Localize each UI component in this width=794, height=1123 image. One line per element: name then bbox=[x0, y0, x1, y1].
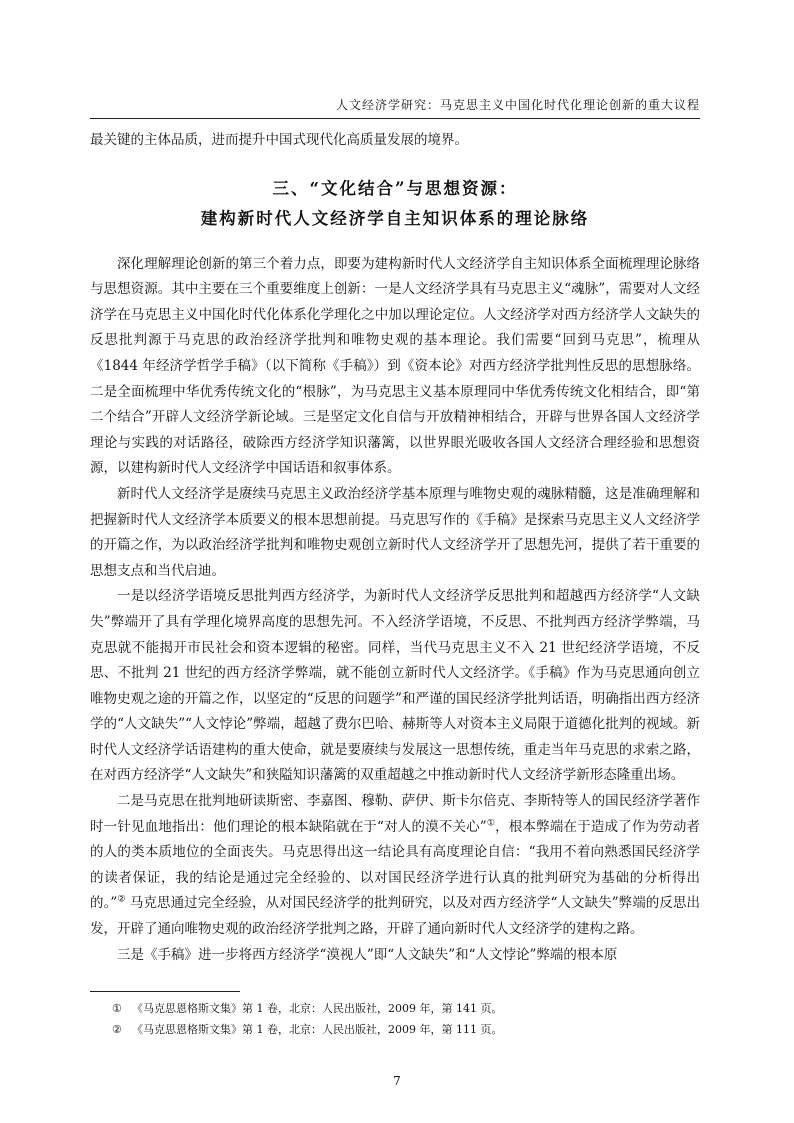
section-heading-line-2: 建构新时代人文经济学自主知识体系的理论脉络 bbox=[200, 208, 590, 228]
footnote-ref-2: ② bbox=[117, 894, 126, 905]
footnote-ref-1: ① bbox=[486, 818, 496, 829]
lead-line: 最关键的主体品质，进而提升中国式现代化高质量发展的境界。 bbox=[90, 132, 468, 148]
section-heading bbox=[90, 174, 700, 234]
paragraph-5: 三是《手稿》进一步将西方经济学“漠视人”即“人文缺失”和“人文悖论”弊端的根本原 bbox=[117, 946, 618, 963]
body-text bbox=[90, 128, 700, 968]
section-heading-line-1: 三、“文化结合”与思想资源： bbox=[272, 178, 518, 198]
footnote-2 bbox=[112, 1019, 700, 1040]
paragraph-3: 一是以经济学语境反思批判西方经济学，为新时代人文经济学反思批判和超越西方经济学“人文缺失”弊端开了具有学理化境界高度的思想先河。不入经济学语境，不反思、不批判西方经济学弊端，马克思就不能揭开市民社会和资本逻辑的秘密。同样，当代马克思主义不入 21 世纪经济学语境，不反思、不批判 21 世纪的西方经济学弊端，就不能创立新时代人文经济学。《手稿》作为马克思通向创立唯物史观之途的开篇之作，以坚定的“反思的问题学”和严谨的国民经济学批判话语，明确指出西方经济学的“人文缺失”“人文悖论”弊端，超越了费尔巴哈、赫斯等人对资本主义局限于道德化批判的视域。新时代人文经济学话语建构的重大使命，就是要赓续与发展这一思想传统，重走当年马克思的求索之路，在对西方经济学“人文缺失”和狭隘知识藩篱的双重超越之中推动新时代人文经济学新形态隆重出场。 bbox=[90, 588, 700, 784]
paragraph-4 bbox=[90, 789, 700, 943]
running-head: 人文经济学研究：马克思主义中国化时代化理论创新的重大议程 bbox=[335, 98, 700, 112]
paragraph-4-part-2: ，根本弊端在于造成了作为劳动者的人的类本质地位的全面丧失。马克思得出这一结论具有高度理论自信：“我用不着向熟悉国民经济学的读者保证，我的结论是通过完全经验的、以对国民经济学进行认真的批判研究为基础的分析得出的。” bbox=[90, 818, 701, 912]
footnote-mark: ① bbox=[112, 1002, 122, 1015]
footnote-text: 《马克思恩格斯文集》第 1 卷，北京：人民出版社，2009 年，第 111 页。 bbox=[132, 1023, 503, 1036]
footnote-mark: ② bbox=[112, 1023, 122, 1036]
header-rule bbox=[90, 118, 700, 119]
paragraph-4-part-1: 二是马克思在批判地研读斯密、李嘉图、穆勒、萨伊、斯卡尔倍克、李斯特等人的国民经济学著作时一针见血地指出：他们理论的根本缺陷就在于“对人的漠不关心” bbox=[90, 793, 700, 835]
paragraph-4-part-3: 马克思通过完全经验，从对国民经济学的批判研究，以及对西方经济学“人文缺失”弊端的反思出发，开辟了通向唯物史观的政治经济学批判之路，开辟了通向新时代人文经济学的建构之路。 bbox=[90, 895, 701, 938]
paragraph-1: 深化理解理论创新的第三个着力点，即要为建构新时代人文经济学自主知识体系全面梳理理论脉络与思想资源。其中主要在三个重要维度上创新：一是人文经济学具有马克思主义“魂脉”，需要对人文经济学在马克思主义中国化时代化体系化学理化之中加以理论定位。人文经济学对西方经济学人文缺失的反思批判源于马克思的政治经济学批判和唯物史观的基本理论。我们需要“回到马克思”，梳理从《1844 年经济学哲学手稿》（以下简称《手稿》）到《资本论》对西方经济学批判性反思的思想脉络。二是全面梳理中华优秀传统文化的“根脉”，为马克思主义基本原理同中华优秀传统文化相结合，即“第二个结合”开辟人文经济学新论域。三是坚定文化自信与开放精神相结合，开辟与世界各国人文经济学理论与实践的对话路径，破除西方经济学知识藩篱，以世界眼光吸收各国人文经济合理经验和思想资源，以建构新时代人文经济学中国话语和叙事体系。 bbox=[90, 255, 700, 477]
page-number: 7 bbox=[393, 1074, 401, 1088]
footnotes bbox=[112, 998, 700, 1040]
footnote-rule bbox=[90, 991, 240, 992]
footnote-text: 《马克思恩格斯文集》第 1 卷，北京：人民出版社，2009 年，第 141 页。 bbox=[132, 1002, 503, 1015]
footnote-1 bbox=[112, 998, 700, 1019]
paragraph-2: 新时代人文经济学是赓续马克思主义政治经济学基本原理与唯物史观的魂脉精髓，这是准确理解和把握新时代人文经济学本质要义的根本思想前提。马克思写作的《手稿》是探索马克思主义人文经济学的开篇之作，为以政治经济学批判和唯物史观创立新时代人文经济学开了思想先河，提供了若干重要的思想支点和当代启迪。 bbox=[90, 485, 700, 579]
